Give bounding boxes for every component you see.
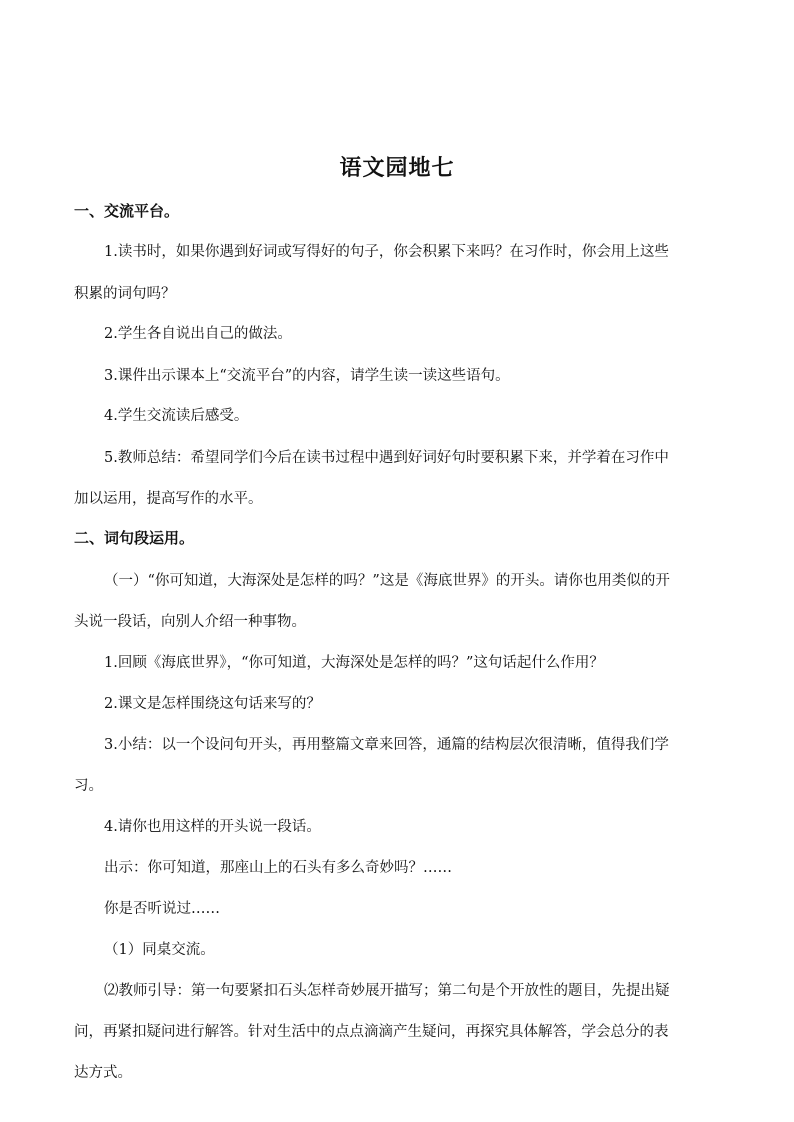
paragraph-line: 头说一段话，向别人介绍一种事物。	[74, 614, 306, 630]
page-title: 语文园地七	[339, 156, 455, 181]
section-heading-exchange: 一、交流平台。	[74, 202, 180, 220]
paragraph-line: 达方式。	[74, 1065, 132, 1081]
paragraph-line: 2.课文是怎样围绕这句话来写的？	[104, 696, 321, 712]
paragraph-line: （1）同桌交流。	[104, 942, 215, 958]
paragraph-line: 2.学生各自说出自己的做法。	[104, 326, 292, 342]
paragraph-line: 积累的词句吗？	[74, 286, 176, 302]
paragraph-line: 3.小结：以一个设问句开头，再用整篇文章来回答，通篇的结构层次很清晰，值得我们学	[104, 737, 669, 753]
paragraph-line: 4.请你也用这样的开头说一段话。	[104, 819, 321, 835]
paragraph-line: 1.回顾《海底世界》，“你可知道，大海深处是怎样的吗？”这句话起什么作用？	[104, 655, 604, 671]
paragraph-line: ⑵教师引导：第一句要紧扣石头怎样奇妙展开描写；第二句是个开放性的题目，先提出疑	[104, 983, 670, 999]
paragraph-line: 1.读书时，如果你遇到好词或写得好的句子，你会积累下来吗？在习作时，你会用上这些	[104, 244, 669, 260]
paragraph-line: 习。	[74, 778, 103, 794]
paragraph-line: 问，再紧扣疑问进行解答。针对生活中的点点滴滴产生疑问，再探究具体解答，学会总分的表	[74, 1024, 669, 1040]
paragraph-line: （一）“你可知道，大海深处是怎样的吗？”这是《海底世界》的开头。请你也用类似的开	[104, 573, 670, 589]
paragraph-line: 你是否听说过……	[104, 901, 220, 917]
paragraph-line: 出示：你可知道，那座山上的石头有多么奇妙吗？……	[104, 860, 452, 876]
paragraph-line: 5.教师总结：希望同学们今后在读书过程中遇到好词好句时要积累下来，并学着在习作中	[104, 450, 669, 466]
paragraph-line: 加以运用，提高写作的水平。	[74, 491, 263, 507]
section-heading-usage: 二、词句段运用。	[74, 529, 195, 547]
paragraph-line: 4.学生交流读后感受。	[104, 408, 249, 424]
paragraph-line: 3.课件出示课本上“交流平台”的内容，请学生读一读这些语句。	[104, 368, 510, 384]
